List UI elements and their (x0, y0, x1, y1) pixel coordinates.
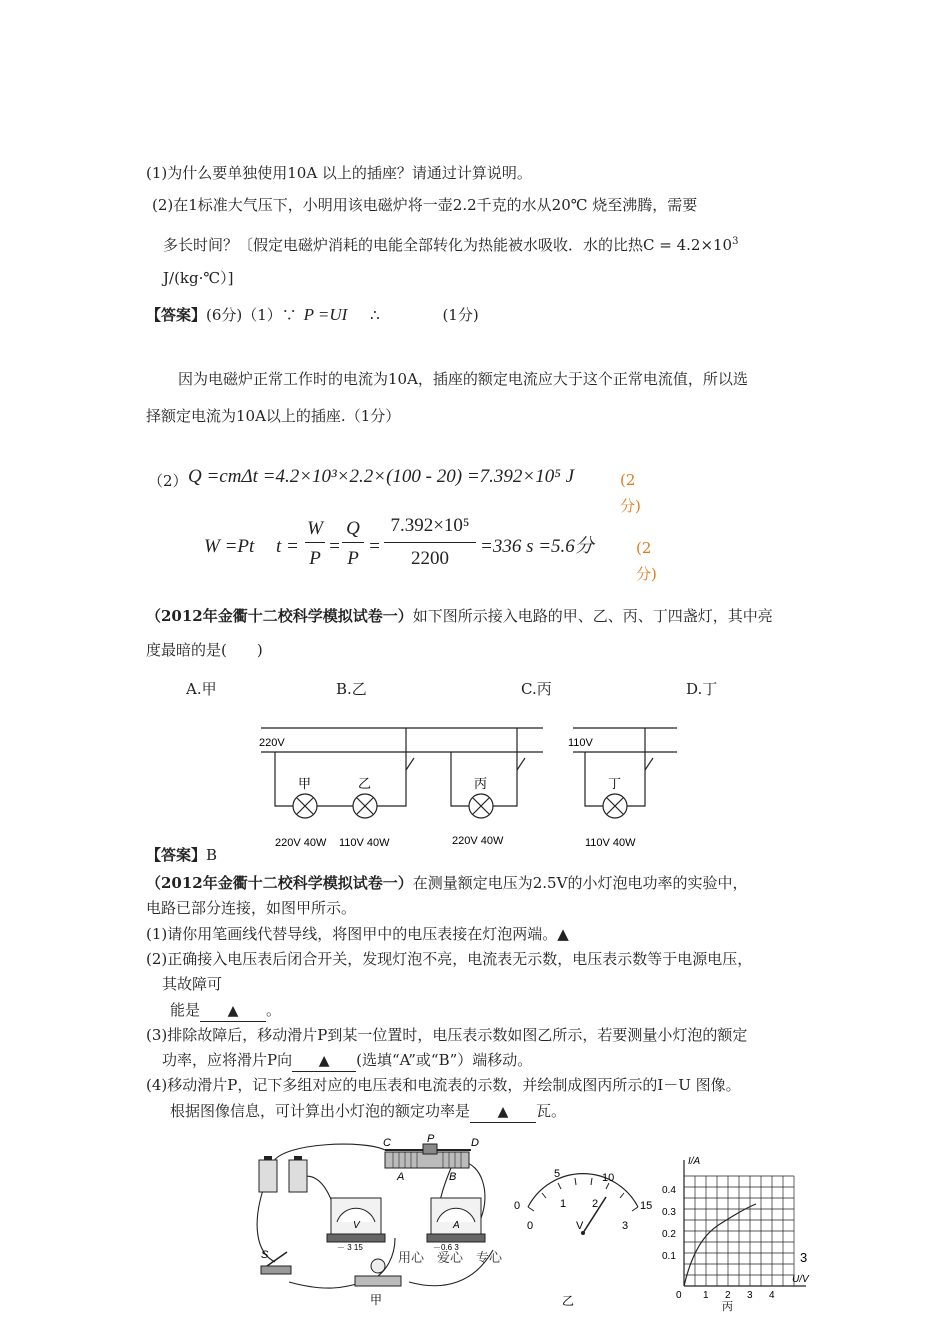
battery-icon (259, 1156, 307, 1192)
q1-part1: (1)为什么要单独使用10A 以上的插座？请通过计算说明。 (146, 164, 532, 182)
answer-blank[interactable]: ▲ (470, 1102, 536, 1123)
q1-answer-score: (1分) (442, 306, 479, 324)
answer-blank[interactable]: ▲ (200, 1001, 266, 1022)
lamp-name-bing: 丙 (474, 776, 488, 791)
q3-part2-end: 。 (266, 1001, 282, 1019)
lamp-rating-yi: 110V 40W (339, 837, 390, 849)
switch-icon (517, 758, 525, 770)
graph-y-tick: 0.1 (662, 1251, 676, 1262)
lamp-circuit-diagram (255, 718, 685, 853)
graph-y-tick: 0.2 (662, 1229, 676, 1240)
answer-blank[interactable]: ▲ (292, 1051, 356, 1072)
q3-part2-line3 (170, 1000, 281, 1022)
dial-inner-0: 0 (527, 1220, 534, 1232)
q1-part2-line2-text: 多长时间？〔假定电磁炉消耗的电能全部转化为热能被水吸收．水的比热C = 4.2×10 (163, 236, 733, 254)
q2-option-c: C.丙 (521, 680, 552, 698)
q3-part4-end: 瓦。 (536, 1102, 567, 1120)
q3-part4-line1: (4)移动滑片P，记下多组对应的电压表和电流表的示数，并绘制成图丙所示的I－U 图像。 (146, 1076, 741, 1094)
q1-eq2-frac2-den: P (347, 548, 359, 569)
q2-option-a: A.甲 (186, 680, 217, 698)
ammeter-symbol: A (453, 1220, 460, 1231)
voltmeter-terminals: － 3 15 (337, 1243, 363, 1252)
dial-inner-1: 1 (560, 1198, 567, 1210)
q2-option-d: D.丁 (686, 680, 718, 698)
lamp-rating-bing: 220V 40W (452, 835, 504, 847)
lamp-name-ding: 丁 (608, 776, 622, 791)
voltage-label-110: 110V (568, 737, 593, 749)
ammeter-terminals: －0.6 3 (433, 1243, 459, 1252)
rheostat-icon (385, 1144, 471, 1168)
lamp-ding-icon (603, 794, 627, 818)
q2-answer-row (146, 845, 217, 865)
graph-x-tick: 4 (769, 1290, 775, 1301)
q3-part4-line2 (170, 1101, 566, 1123)
q1-eq2-w-pt: W =Pt (204, 536, 255, 557)
q1-part2-line3: J/(kg·℃）] (163, 269, 234, 287)
fraction-bar (342, 542, 364, 543)
fraction-bar (305, 542, 325, 543)
q1-eq2-frac3-num: 7.392×10⁵ (390, 515, 470, 536)
q1-eq2-equals: = (328, 536, 341, 557)
q3-part2-line1: (2)正确接入电压表后闭合开关，发现灯泡不亮，电流表无示数，电压表示数等于电源电压， (146, 950, 753, 968)
q3-part2-line2: 其故障可 (162, 975, 223, 993)
apparatus-drawing (245, 1132, 535, 1307)
q1-part2-line2 (163, 232, 738, 255)
q1-equation-1: Q =cmΔt =4.2×10³×2.2×(100 - 20) =7.392×10⁵ J (188, 466, 575, 487)
q1-explain-line2: 择额定电流为10A以上的插座.（1分） (146, 407, 401, 425)
lamp-rating-jia: 220V 40W (275, 837, 327, 849)
q3-part3-line1: (3)排除故障后，移动滑片P到某一位置时，电压表示数如图乙所示，若要测量小灯泡的额定 (146, 1026, 748, 1044)
q1-answer-row (146, 305, 479, 325)
switch-icon (645, 758, 653, 770)
graph-x-tick: 0 (676, 1290, 682, 1301)
graph-y-tick: 0.3 (662, 1207, 676, 1218)
apparatus-figure-jia (245, 1132, 535, 1307)
q1-eq2-frac2-num: Q (346, 518, 360, 539)
dial-inner-2: 2 (592, 1198, 599, 1210)
graph-x-label: U/V (792, 1274, 809, 1285)
q3-part4-text: 根据图像信息，可计算出小灯泡的额定功率是 (170, 1102, 471, 1120)
iu-graph (660, 1148, 820, 1313)
graph-x-tick: 1 (703, 1290, 709, 1301)
q2-source: （2012年金衢十二校科学模拟试卷一） (146, 607, 413, 625)
q2-stem-line2: 度最暗的是( ) (146, 641, 263, 659)
graph-y-tick: 0.4 (662, 1185, 676, 1196)
q1-eq2-result: =336 s =5.6分 (480, 536, 594, 557)
switch-icon (406, 758, 414, 770)
fraction-bar (384, 542, 476, 543)
q1-eq2-score-b: 分) (636, 565, 657, 583)
answer-tag: 【答案】 (146, 846, 207, 864)
q3-part3-line2 (162, 1050, 532, 1072)
dial-outer-15: 15 (640, 1200, 653, 1212)
watermark: 用心 爱心 专心 (398, 1250, 503, 1265)
q1-eq2-frac3-den: 2200 (411, 548, 449, 569)
q1-eq2-equals: = (368, 536, 381, 557)
dial-outer-0: 0 (514, 1200, 521, 1212)
q1-eq1-score-b: 分) (620, 497, 641, 515)
lamp-jia-icon (293, 794, 317, 818)
voltmeter-symbol: V (353, 1220, 360, 1231)
rheostat-label-c: C (383, 1137, 391, 1149)
q1-p2-label: （2） (148, 472, 188, 490)
q3-part1: (1)请你用笔画线代替导线，将图甲中的电压表接在灯泡两端。▲ (146, 925, 569, 943)
q3-stem-line2: 电路已部分连接，如图甲所示。 (146, 899, 357, 917)
iu-graph-figure (660, 1148, 820, 1313)
q1-exponent: 3 (732, 236, 739, 247)
rheostat-label-p: P (427, 1133, 435, 1145)
dial-drawing (510, 1165, 660, 1310)
dial-outer-10: 10 (602, 1172, 615, 1184)
graph-x-tick: 3 (747, 1290, 753, 1301)
rheostat-label-b: B (449, 1171, 457, 1183)
q1-eq2-score-a: (2 (636, 539, 652, 557)
q1-answer-formula: P =UI (303, 305, 348, 324)
q3-intro1: 在测量额定电压为2.5V的小灯泡电功率的实验中， (412, 874, 748, 892)
q1-answer-head: (6分)（1）∵ (206, 306, 297, 324)
q1-eq2-frac1-num: W (307, 518, 323, 539)
q3-stem-line1 (146, 873, 747, 893)
lamp-rating-ding: 110V 40W (585, 837, 636, 849)
rheostat-label-d: D (471, 1137, 479, 1149)
lamp-yi-icon (353, 794, 377, 818)
figure-caption-jia: 甲 (370, 1293, 383, 1307)
q3-part3-text: 功率，应将滑片P向 (162, 1051, 293, 1069)
lamp-name-jia: 甲 (298, 776, 312, 791)
lamp-name-yi: 乙 (358, 776, 372, 791)
q1-eq1-score-a: (2 (620, 471, 636, 489)
q2-stem-line1 (146, 606, 773, 626)
q1-part2-line1: (2)在1标准大气压下，小明用该电磁炉将一壶2.2千克的水从20℃ 烧至沸腾，需要 (152, 196, 698, 214)
figure-caption-bing: 丙 (722, 1301, 733, 1313)
dial-outer-5: 5 (554, 1168, 561, 1180)
voltage-label-220: 220V (259, 737, 285, 749)
q2-text1: 如下图所示接入电路的甲、乙、丙、丁四盏灯，其中亮 (412, 607, 773, 625)
q3-source: （2012年金衢十二校科学模拟试卷一） (146, 874, 413, 892)
figure-caption-yi: 乙 (562, 1294, 575, 1308)
dial-unit: V (576, 1220, 584, 1232)
answer-tag: 【答案】 (146, 306, 207, 324)
q3-part3-end: (选填“A”或“B”）端移动。 (356, 1051, 533, 1069)
rheostat-label-a: A (397, 1171, 405, 1183)
q1-eq2-frac1-den: P (309, 548, 321, 569)
q1-eq2-t: t = (276, 536, 299, 557)
q1-explain-line1: 因为电磁炉正常工作时的电流为10A，插座的额定电流应大于这个正常电流值，所以选 (178, 370, 748, 388)
voltmeter-dial-figure (510, 1165, 660, 1310)
q2-answer: B (206, 846, 218, 864)
therefore-symbol: ∴ (370, 306, 380, 324)
page-number: 3 (800, 1250, 808, 1265)
lamp-circuit-figure (255, 718, 685, 853)
graph-x-tick: 2 (725, 1290, 731, 1301)
q3-part2-text: 能是 (170, 1001, 201, 1019)
dial-inner-3: 3 (622, 1220, 629, 1232)
lamp-holder-icon (355, 1259, 401, 1286)
switch-label-s: S (261, 1249, 269, 1261)
lamp-bing-icon (469, 794, 493, 818)
q2-option-b: B.乙 (336, 680, 367, 698)
graph-y-label: I/A (688, 1156, 701, 1167)
